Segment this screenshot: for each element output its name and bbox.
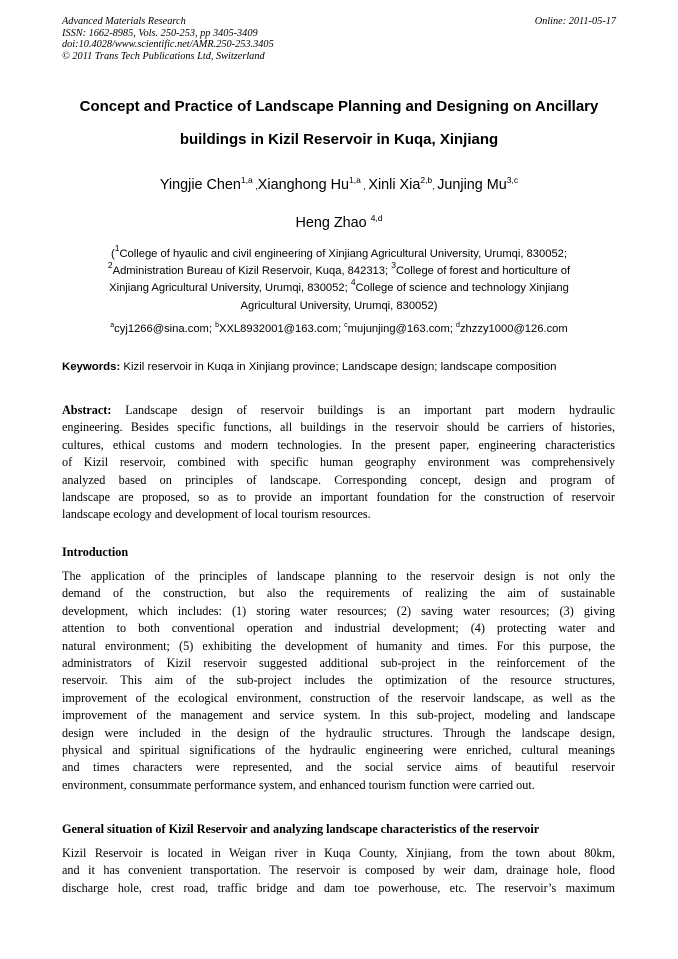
paragraph-line: improvement of the ecological environment, construction of the reservoir landscape, as well as the	[62, 690, 615, 705]
section-heading-general-situation: General situation of Kizil Reservoir and analyzing landscape characteristics of the reservoir	[62, 822, 540, 836]
paragraph-line: environment, consummate performance system, and enhanced tourism function were carried out.	[62, 777, 535, 792]
affil-line-4: Agricultural University, Urumqi, 830052)	[240, 299, 438, 312]
paragraph-line: improvement of the management and service system. In this sub-project, modeling and landscape	[62, 708, 615, 723]
email-b: XXL8932001@163.com;	[218, 323, 345, 335]
affil-3-cont: Xinjiang Agricultural University, Urumqi, 830052;	[109, 282, 351, 295]
keywords-text: Kizil reservoir in Kuqa in Xinjiang province; Landscape design; landscape composition	[120, 361, 557, 373]
affil-3: College of forest and horticulture of	[395, 265, 571, 278]
paragraph-line: development, which includes: (1) storing water resources; (2) saving water resources; (3) giving	[62, 603, 615, 618]
abstract-line: analyzed based on principles of landscape. Corresponding concept, design and program of	[62, 472, 615, 487]
abstract-line: landscape are proposed, so as to provide an important foundation for the construction of reservoir	[62, 489, 615, 504]
abstract-text: Landscape design of reservoir buildings is an important part modern hydraulic	[111, 403, 615, 417]
email-a: cyj1266@sina.com;	[114, 323, 216, 335]
email-c: mujunjing@163.com;	[347, 323, 457, 335]
paper-title	[40, 90, 638, 156]
author-name: Xianghong Hu	[257, 177, 349, 193]
paragraph-line: demand of the construction, but also the requirements of realizing the aim of sustainable	[62, 586, 615, 601]
email-sup: c	[344, 322, 348, 329]
affil-sup: 1	[114, 243, 120, 253]
email-sup: a	[110, 322, 115, 329]
author-sup: 4,d	[370, 213, 383, 223]
author-sup: 2,b	[420, 175, 433, 185]
copyright-line: © 2011 Trans Tech Publications Ltd, Switzerland	[62, 50, 265, 62]
abstract-line: of Kizil reservoir, combined with specific human geography environment was comprehensively	[62, 455, 615, 470]
issn-line: ISSN: 1662-8985, Vols. 250-253, pp 3405-3409	[62, 27, 258, 39]
section-heading-introduction: Introduction	[62, 545, 129, 559]
paragraph-line: administrators of Kizil reservoir suggested additional sub-project in the reinforcement of the	[62, 655, 615, 670]
author-sep: ,	[252, 181, 258, 191]
affil-1: College of hyaulic and civil engineering of Xinjiang Agricultural University, Urumqi, 830052;	[119, 248, 567, 260]
affil-line-2	[70, 260, 608, 280]
paragraph-line: reservoir. This aim of the sub-project includes the optimization of the resource structures,	[62, 673, 615, 688]
journal-header	[62, 16, 462, 62]
doi-line: doi:10.4028/www.scientific.net/AMR.250-253.3405	[62, 39, 274, 50]
author-sup: 1,a	[240, 175, 253, 185]
paragraph-line: The application of the principles of landscape planning to the reservoir design is not only the	[62, 569, 615, 583]
affil-line-3	[70, 277, 608, 297]
paragraph-line: and it has convenient transportation. The reservoir is composed by weir dam, drainage hole, flood	[62, 863, 615, 878]
paragraph-line: attention to both conventional operation and industrial development; (4) protecting water and	[62, 621, 615, 636]
general-situation-body	[62, 845, 615, 897]
author-sup: 1,a	[349, 175, 361, 185]
author-name: Xinli Xia	[368, 177, 421, 193]
affil-4: College of science and technology Xinjiang	[355, 282, 569, 295]
keywords	[62, 360, 622, 375]
author-name: Junjing Mu	[437, 177, 507, 193]
affil-line-1	[70, 243, 608, 263]
paragraph-line: Kizil Reservoir is located in Weigan river in Kuqa County, Xinjiang, from the town about 80km,	[62, 846, 615, 860]
paragraph-line: and times characters were represented, and the social service aims of beautiful reservoir	[62, 760, 615, 775]
email-sup: b	[215, 322, 219, 329]
paragraph-line: discharge hole, crest road, traffic bridge and dam toe powerhouse, etc. The reservoir’s maximum	[62, 880, 615, 895]
author-sup: 3,c	[506, 175, 519, 185]
author-sep: ,	[360, 181, 369, 191]
abstract-line: cultures, ethical customs and modern technologies. In the present paper, engineering characteristics	[62, 437, 615, 452]
author-line-2	[40, 205, 638, 242]
email-d: zhzzy1000@126.com	[459, 323, 568, 335]
affil-2: Administration Bureau of Kizil Reservoir, Kuqa, 842313;	[112, 265, 392, 278]
online-date: Online: 2011-05-17	[534, 16, 616, 27]
author-line-1	[40, 167, 638, 205]
affiliations	[70, 243, 608, 315]
paragraph-line: physical and spiritual significations of the hydraulic engineering were enriched, cultural meanings	[62, 742, 615, 757]
affil-sup: 3	[391, 260, 396, 271]
affil-paren: (	[111, 248, 115, 260]
affil-sup: 4	[350, 277, 356, 288]
email-sup: d	[456, 322, 460, 329]
title-line-2: buildings in Kizil Reservoir in Kuqa, Xinjiang	[179, 131, 499, 148]
abstract	[62, 402, 615, 524]
author-sep: ,	[432, 181, 438, 191]
paragraph-line: design were included in the design of the hydraulic structures. Through the landscape design,	[62, 725, 615, 740]
keywords-label: Keywords:	[62, 361, 121, 373]
paragraph-line: natural environment; (5) exhibiting the development of humanity and times. For this purpose, the	[62, 638, 615, 653]
abstract-label: Abstract:	[62, 403, 112, 417]
email-list	[40, 322, 638, 337]
journal-name: Advanced Materials Research	[62, 16, 186, 27]
affil-sup: 2	[107, 260, 113, 271]
abstract-line: landscape ecology and development of local tourism resources.	[62, 507, 371, 522]
author-name: Heng Zhao	[295, 215, 371, 231]
abstract-line	[62, 402, 615, 419]
introduction-body	[62, 568, 615, 794]
author-name: Yingjie Chen	[159, 177, 241, 193]
abstract-line: engineering. Besides specific functions, all buildings in the reservoir should be carriers of histories,	[62, 420, 615, 435]
author-list	[40, 167, 638, 242]
title-line-1: Concept and Practice of Landscape Planning and Designing on Ancillary	[79, 98, 599, 115]
